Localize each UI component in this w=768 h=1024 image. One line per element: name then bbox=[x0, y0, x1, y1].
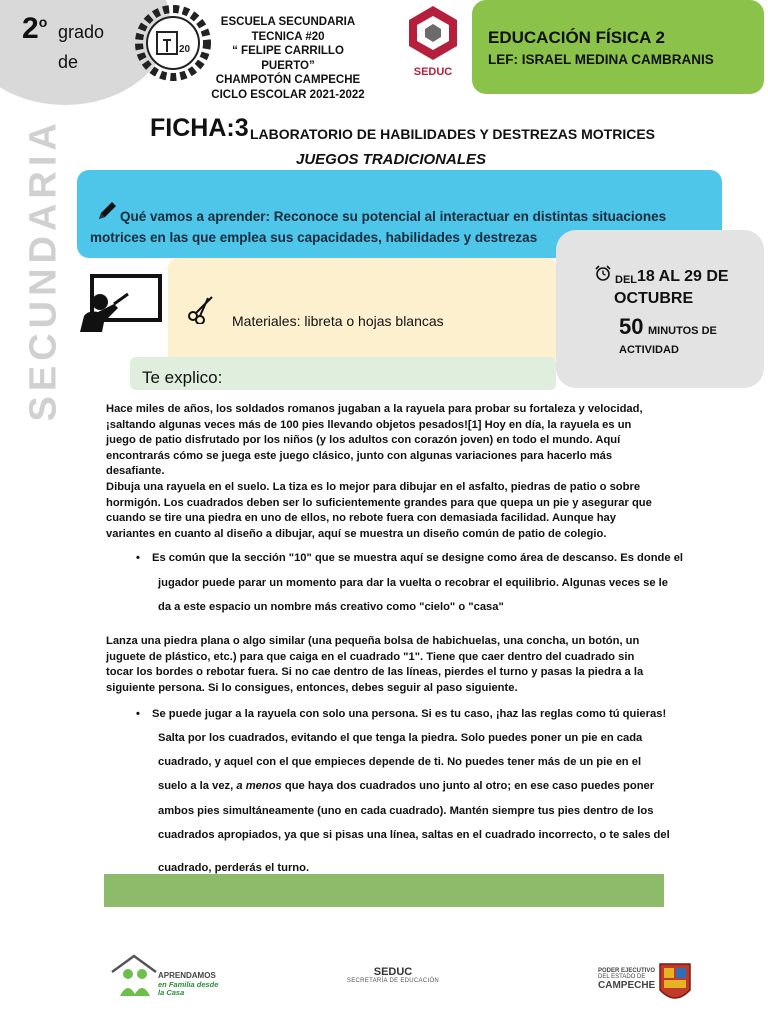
aprendamos-text: APRENDAMOS bbox=[158, 971, 216, 980]
school-line: ESCUELA SECUNDARIA TECNICA #20 bbox=[220, 16, 356, 43]
bullet-2-line: cuadrado, y aquel con el que empieces depende de ti. No puedes tener más de un pie en el bbox=[158, 756, 642, 768]
campeche-shield-icon bbox=[658, 960, 692, 1008]
bullet-1-line: jugador puede parar un momento para dar la vuelta o recobrar el equilibrio. Algunas veces se le bbox=[158, 577, 669, 589]
grade-word: grado bbox=[58, 22, 105, 42]
paragraph-2: Dibuja una rayuela en el suelo. La tiza es lo mejor para dibujar en el asfalto, piedras de patio o sobre hormigón. Los cuadrados deben ser lo suficientemente grandes para que quepa un pie y asegurar que cuando se tire una piedra en uno de ellos, no rebote fuera con demasiada facilidad. Aunque hay variantes en cuanto al diseño a dibujar, aquí se muestra un diseño común de patio de colegio. bbox=[106, 481, 652, 540]
seduc-logo bbox=[405, 4, 461, 62]
school-logo bbox=[133, 2, 213, 84]
materials-box bbox=[168, 258, 557, 364]
aprendamos-logo bbox=[108, 952, 234, 1000]
teacher-board-icon bbox=[78, 274, 166, 336]
footer-seduc-sub: SECRETARÍA DE EDUCACIÓN bbox=[346, 978, 440, 984]
footer-campeche bbox=[598, 968, 656, 991]
bullet-dot: • bbox=[136, 552, 140, 564]
learning-goal-text: Qué vamos a aprender: Reconoce su potencial al interactuar en distintas situaciones motrices en las que emplea sus capacidades, habilidades y destrezas bbox=[90, 209, 667, 245]
school-logo-number: 20 bbox=[179, 44, 191, 55]
footer-seduc-title: SEDUC bbox=[373, 966, 413, 978]
bullet-1-line: da a este espacio un nombre más creativo como "cielo" o "casa" bbox=[158, 601, 504, 613]
materials-text: Materiales: libreta o hojas blancas bbox=[232, 313, 444, 329]
aprendamos-text: la Casa bbox=[158, 988, 185, 997]
green-divider-bar bbox=[104, 874, 664, 907]
campeche-line: DEL ESTADO DE bbox=[598, 974, 646, 980]
scissors-icon bbox=[186, 294, 216, 324]
alarm-clock-icon bbox=[594, 264, 612, 282]
date-del: DEL bbox=[615, 274, 637, 286]
ficha-title: FICHA:3 bbox=[150, 114, 249, 142]
date-box bbox=[556, 230, 764, 388]
campeche-line: PODER EJECUTIVO bbox=[598, 968, 656, 974]
duration-activity: ACTIVIDAD bbox=[619, 344, 679, 356]
lab-title: LABORATORIO DE HABILIDADES Y DESTREZAS MOTRICES bbox=[250, 126, 655, 142]
subject-title: EDUCACIÓN FÍSICA 2 bbox=[488, 28, 665, 47]
explico-heading: Te explico: bbox=[142, 368, 223, 387]
bullet-2-line: cuadrado, perderás el turno. bbox=[158, 862, 310, 874]
bullet-2-line: ambos pies simultáneamente (uno en cada cuadrado). Mantén siempre tus pies dentro de los bbox=[158, 805, 654, 817]
bullet-1-line: Es común que la sección "10" que se muestra aquí se designe como área de descanso. Es donde el bbox=[152, 552, 684, 564]
paragraph-3: Lanza una piedra plana o algo similar (una pequeña bolsa de habichuelas, una concha, un botón, un juguete de plástico, etc.) para que caiga en el cuadrado "1". Tiene que caer dentro del cuadrado sin tocar los bordes o rebotar fuera. Si no cae dentro de las líneas, pierdes el turno y pasas la piedra a la siguiente persona. Si lo consigues, entonces, debes seguir al paso siguiente. bbox=[106, 635, 644, 694]
secundaria-watermark: SECUNDARIA bbox=[22, 118, 65, 422]
duration-label: MINUTOS DE bbox=[648, 325, 717, 337]
bullet-dot: • bbox=[136, 708, 140, 720]
teacher-name: LEF: ISRAEL MEDINA CAMBRANIS bbox=[488, 52, 714, 67]
school-name-block bbox=[206, 15, 370, 102]
date-month: OCTUBRE bbox=[614, 290, 694, 307]
bullet-2-line: suelo a la vez, a menos que haya dos cuadrados uno junto al otro; en ese caso puedes poner bbox=[158, 780, 655, 792]
bullet-2-line: cuadrados apropiados, ya que si pisas una línea, saltas en el cuadrado incorrecto, o te sales del bbox=[158, 829, 670, 841]
topic-title: JUEGOS TRADICIONALES bbox=[296, 151, 487, 168]
duration-minutes: 50 bbox=[619, 314, 644, 339]
school-line: CHAMPOTÓN CAMPECHE bbox=[215, 74, 361, 86]
footer-seduc bbox=[346, 966, 440, 984]
seduc-label: SEDUC bbox=[413, 66, 453, 78]
school-line: CICLO ESCOLAR 2021-2022 bbox=[211, 88, 365, 101]
school-line: “ FELIPE CARRILLO PUERTO” bbox=[232, 45, 344, 72]
grade-de: de bbox=[58, 52, 79, 72]
date-range: 18 AL 29 DE bbox=[637, 268, 729, 285]
campeche-line: CAMPECHE bbox=[598, 980, 656, 991]
aprendamos-text: en Familia desde bbox=[158, 980, 219, 989]
paragraph-1: Hace miles de años, los soldados romanos jugaban a la rayuela para probar su fortaleza y velocidad, ¡saltando algunas veces más de 100 pies llevando objetos pesados![1] Hoy en día, la rayuela es un juego de patio disfrutado por los niños (y los adultos con corazón joven) en todo el mundo. Aquí encontrarás cómo se juega este juego clásico, junto con algunas variaciones para hacerlo más desafiante. bbox=[106, 403, 643, 478]
bullet-2-line: Se puede jugar a la rayuela con solo una persona. Si es tu caso, ¡haz las reglas como tú quieras! bbox=[152, 708, 667, 720]
bullet-2-line: Salta por los cuadrados, evitando el que tenga la piedra. Solo puedes poner un pie en cada bbox=[158, 732, 643, 744]
grade-number: 2$^o$ bbox=[22, 12, 48, 45]
